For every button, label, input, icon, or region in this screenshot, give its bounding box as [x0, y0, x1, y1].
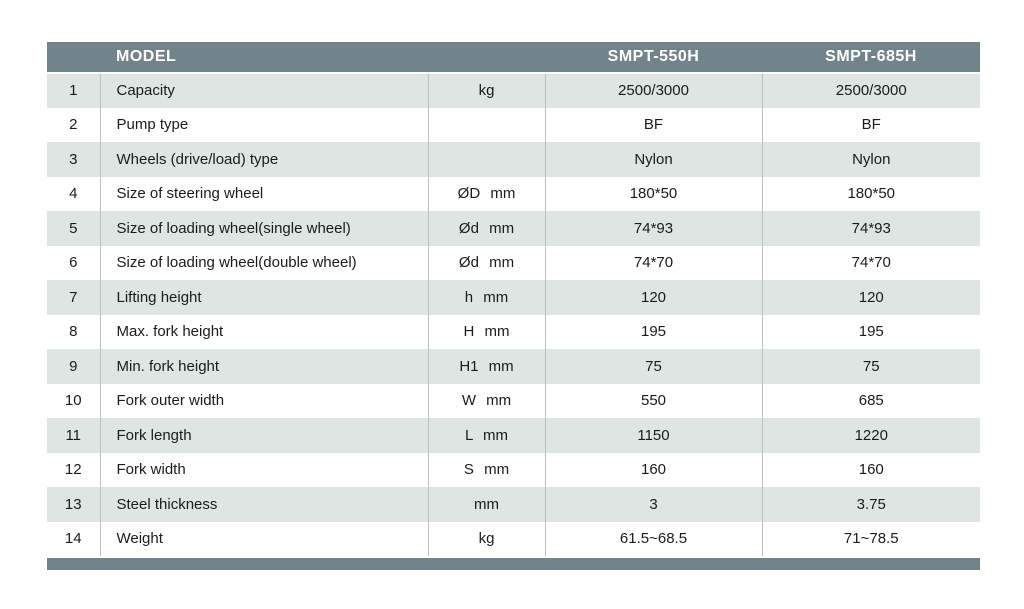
value-smpt685h: 685: [762, 384, 980, 419]
value-smpt550h: 195: [545, 315, 762, 350]
table-row: [47, 487, 980, 522]
spec-unit: kg: [428, 522, 545, 557]
header-unit-col: [428, 42, 545, 73]
value-smpt550h: Nylon: [545, 142, 762, 177]
value-smpt550h: 160: [545, 453, 762, 488]
table-row: [47, 315, 980, 350]
spec-label: Capacity: [100, 73, 428, 108]
spec-unit: h mm: [428, 280, 545, 315]
table-row: [47, 349, 980, 384]
spec-label: Fork length: [100, 418, 428, 453]
value-smpt685h: 75: [762, 349, 980, 384]
value-smpt550h: BF: [545, 108, 762, 143]
value-smpt685h: 1220: [762, 418, 980, 453]
spec-unit: ØD mm: [428, 177, 545, 212]
spec-label: Min. fork height: [100, 349, 428, 384]
value-smpt550h: 550: [545, 384, 762, 419]
value-smpt550h: 74*70: [545, 246, 762, 281]
spec-table-header: [47, 42, 980, 73]
row-number: 3: [47, 142, 100, 177]
spec-unit: [428, 108, 545, 143]
spec-unit: mm: [428, 487, 545, 522]
header-row: [47, 42, 980, 73]
row-number: 10: [47, 384, 100, 419]
value-smpt685h: BF: [762, 108, 980, 143]
table-row: [47, 108, 980, 143]
table-row: [47, 73, 980, 108]
value-smpt685h: 74*93: [762, 211, 980, 246]
row-number: 8: [47, 315, 100, 350]
spec-label: Size of loading wheel(double wheel): [100, 246, 428, 281]
row-number: 6: [47, 246, 100, 281]
spec-unit: H mm: [428, 315, 545, 350]
table-row: [47, 418, 980, 453]
header-model-label: MODEL: [100, 42, 428, 73]
spec-label: Steel thickness: [100, 487, 428, 522]
value-smpt685h: 120: [762, 280, 980, 315]
row-number: 4: [47, 177, 100, 212]
table-row: [47, 453, 980, 488]
row-number: 7: [47, 280, 100, 315]
spec-unit: Ød mm: [428, 246, 545, 281]
value-smpt550h: 61.5~68.5: [545, 522, 762, 557]
value-smpt685h: 71~78.5: [762, 522, 980, 557]
table-row: [47, 384, 980, 419]
row-number: 14: [47, 522, 100, 557]
spec-table: [47, 42, 980, 556]
value-smpt685h: 3.75: [762, 487, 980, 522]
spec-table-grid: [47, 42, 980, 556]
spec-unit: L mm: [428, 418, 545, 453]
value-smpt685h: Nylon: [762, 142, 980, 177]
table-row: [47, 142, 980, 177]
value-smpt685h: 180*50: [762, 177, 980, 212]
value-smpt685h: 160: [762, 453, 980, 488]
table-row: [47, 522, 980, 557]
table-row: [47, 177, 980, 212]
row-number: 2: [47, 108, 100, 143]
value-smpt550h: 120: [545, 280, 762, 315]
header-number-col: [47, 42, 100, 73]
spec-label: Fork outer width: [100, 384, 428, 419]
row-number: 5: [47, 211, 100, 246]
row-number: 13: [47, 487, 100, 522]
spec-label: Lifting height: [100, 280, 428, 315]
value-smpt685h: 195: [762, 315, 980, 350]
value-smpt685h: 74*70: [762, 246, 980, 281]
row-number: 1: [47, 73, 100, 108]
table-row: [47, 280, 980, 315]
value-smpt550h: 75: [545, 349, 762, 384]
row-number: 9: [47, 349, 100, 384]
value-smpt550h: 3: [545, 487, 762, 522]
footer-bar: [47, 558, 980, 570]
spec-unit: [428, 142, 545, 177]
spec-unit: S mm: [428, 453, 545, 488]
row-number: 12: [47, 453, 100, 488]
header-model-smpt550h: SMPT-550H: [545, 42, 762, 73]
table-row: [47, 211, 980, 246]
table-row: [47, 246, 980, 281]
value-smpt685h: 2500/3000: [762, 73, 980, 108]
spec-label: Size of steering wheel: [100, 177, 428, 212]
spec-label: Max. fork height: [100, 315, 428, 350]
spec-label: Weight: [100, 522, 428, 557]
value-smpt550h: 74*93: [545, 211, 762, 246]
spec-unit: W mm: [428, 384, 545, 419]
spec-table-body: [47, 73, 980, 556]
value-smpt550h: 2500/3000: [545, 73, 762, 108]
spec-unit: Ød mm: [428, 211, 545, 246]
row-number: 11: [47, 418, 100, 453]
spec-label: Size of loading wheel(single wheel): [100, 211, 428, 246]
header-model-smpt685h: SMPT-685H: [762, 42, 980, 73]
spec-label: Pump type: [100, 108, 428, 143]
spec-unit: kg: [428, 73, 545, 108]
spec-label: Wheels (drive/load) type: [100, 142, 428, 177]
spec-unit: H1 mm: [428, 349, 545, 384]
value-smpt550h: 1150: [545, 418, 762, 453]
spec-label: Fork width: [100, 453, 428, 488]
value-smpt550h: 180*50: [545, 177, 762, 212]
